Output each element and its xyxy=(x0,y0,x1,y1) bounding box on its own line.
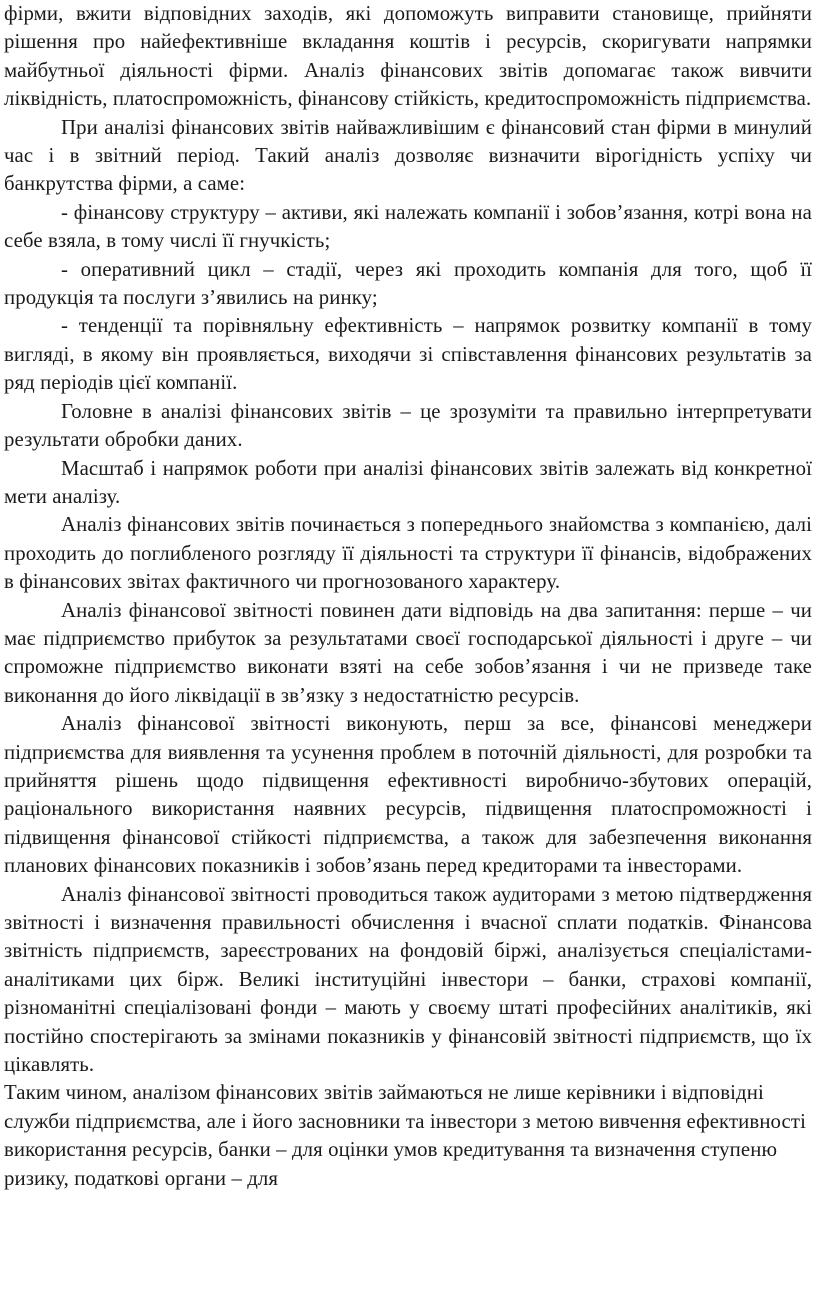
list-item-financial-structure: - фінансову структуру – активи, які належать компанії і зобов’язання, котрі вона на себе взяла, в тому числі її гнучкість; xyxy=(4,200,812,253)
list-item-trends: - тенденції та порівняльну ефективність – напрямок розвитку компанії в тому вигляді, в якому він проявляється, виходячи зі співставлення фінансових результатів за ряд періодів цієї компанії. xyxy=(4,314,812,395)
paragraph-two-questions: Аналіз фінансової звітності повинен дати відповідь на два запитання: перше – чи має підприємство прибуток за результатами своєї господарської діяльності і друге – чи спроможне підприємство виконати взяті на себе зобов’язання і чи не призведе таке виконання до його ліквідації в зв’язку з недостатністю ресурсів. xyxy=(4,598,812,707)
document-page xyxy=(4,0,812,1193)
paragraph-managers: Аналіз фінансової звітності виконують, перш за все, фінансові менеджери підприємства для виявлення та усунення проблем в поточній діяльності, для розробки та прийняття рішень щодо підвищення ефективності виробничо-збутових операцій, раціонального використання наявних ресурсів, підвищення платоспроможності і підвищення фінансової стійкості підприємства, а також для забезпечення виконання планових фінансових показників і зобов’язань перед кредиторами та інвесторами. xyxy=(4,712,812,878)
paragraph-continuation: фірми, вжити відповідних заходів, які допоможуть виправити становище, прийняти рішення про найефективніше вкладання коштів і ресурсів, скоригувати напрямки майбутньої діяльності фірми. Аналіз фінансових звітів допомагає також вивчити ліквідність, платоспроможність, фінансову стійкість, кредитоспроможність підприємства. xyxy=(4,2,812,111)
paragraph-conclusion: Таким чином, аналізом фінансових звітів займаються не лише керівники і відповідні служби підприємства, але і його засновники та інвестори з метою вивчення ефективності використання ресурсів, банки – для оцінки умов кредитування та визначення ступеню ризику, податкові органи – для xyxy=(4,1081,806,1190)
paragraph-financial-state: При аналізі фінансових звітів найважливішим є фінансовий стан фірми в минулий час і в звітний період. Такий аналіз дозволяє визначити вірогідність успіху чи банкрутства фірми, а саме: xyxy=(4,115,812,196)
list-item-operating-cycle: - оперативний цикл – стадії, через які проходить компанія для того, щоб її продукція та послуги з’явились на ринку; xyxy=(4,257,812,310)
paragraph-auditors: Аналіз фінансової звітності проводиться також аудиторами з метою підтвердження звітності і визначення правильності обчислення і вчасної сплати податків. Фінансова звітність підприємств, зареєстрованих на фондовій біржі, аналізується спеціалістами-аналітиками цих бірж. Великі інституційні інвестори – банки, страхові компанії, різноманітні спеціалізовані фонди – мають у своєму штаті професійних аналітиків, які постійно спостерігають за змінами показників у фінансовій звітності підприємств, що їх цікавлять. xyxy=(4,882,812,1077)
paragraph-analysis-start: Аналіз фінансових звітів починається з попереднього знайомства з компанією, далі проходить до поглибленого розгляду її діяльності та структури її фінансів, відображених в фінансових звітах фактичного чи прогнозованого характеру. xyxy=(4,513,812,594)
paragraph-main-point: Головне в аналізі фінансових звітів – це зрозуміти та правильно інтерпретувати результати обробки даних. xyxy=(4,399,812,452)
paragraph-scope: Масштаб і напрямок роботи при аналізі фінансових звітів залежать від конкретної мети аналізу. xyxy=(4,456,812,508)
